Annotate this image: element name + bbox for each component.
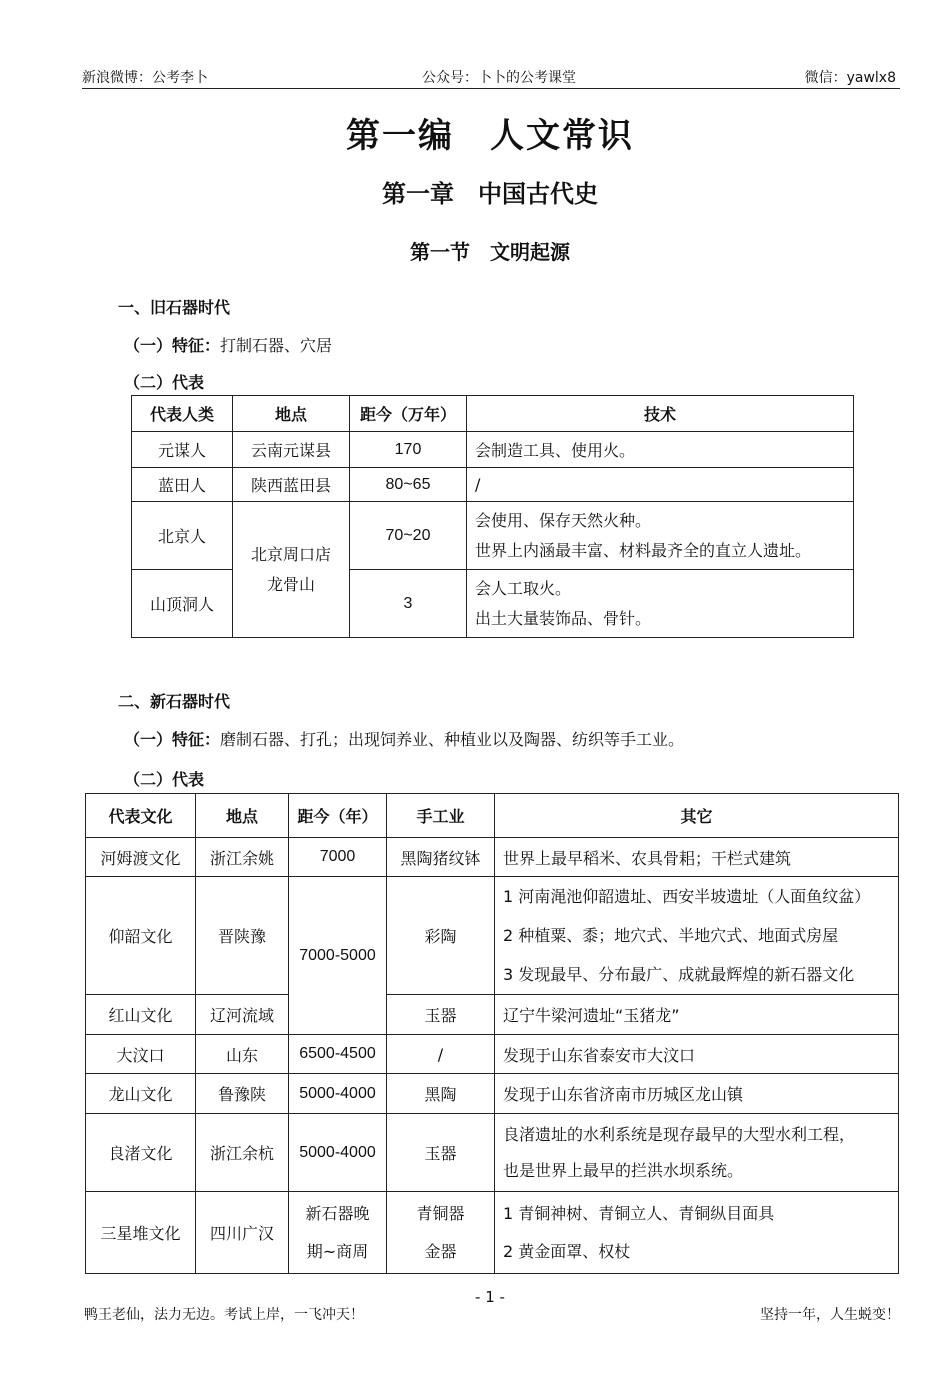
cell-craft: 彩陶: [387, 877, 495, 995]
table-row: [86, 1035, 899, 1074]
neolithic-feature: [124, 727, 684, 750]
cell-tech: /: [467, 468, 854, 502]
chapter-title: 第一章 中国古代史: [382, 179, 598, 208]
paleolithic-rep-label: （二）代表: [124, 373, 205, 392]
cell-time: 6500-4500: [289, 1035, 387, 1074]
cell-place: 鲁豫陕: [196, 1074, 289, 1114]
cell-time-shared: 7000-5000: [289, 877, 387, 1035]
feature-label: （一）特征：: [124, 336, 221, 355]
cell-other-line: 良渚遗址的水利系统是现存最早的大型水利工程，: [503, 1124, 856, 1144]
cell-time: 5000-4000: [289, 1114, 387, 1192]
cell-place-line: 龙骨山: [266, 574, 315, 594]
table-row: [86, 1192, 899, 1274]
table-row: [132, 432, 854, 468]
cell-name: 山顶洞人: [132, 570, 233, 638]
table-header-row: [86, 794, 899, 838]
cell-name: 仰韶文化: [86, 877, 196, 995]
paleolithic-heading: 一、旧石器时代: [118, 298, 231, 317]
cell-name: 龙山文化: [86, 1074, 196, 1114]
cell-time: 70~20: [350, 502, 467, 570]
cell-place-shared: [233, 502, 350, 638]
cell-other-line: 也是世界上最早的拦洪水坝系统。: [503, 1160, 744, 1180]
cell-craft: 黑陶: [387, 1074, 495, 1114]
cell-craft: 黑陶猪纹钵: [387, 838, 495, 877]
cell-place: 晋陕豫: [196, 877, 289, 995]
cell-name: 蓝田人: [132, 468, 233, 502]
part-title: 第一编 人文常识: [346, 116, 634, 156]
cell-name: 河姆渡文化: [86, 838, 196, 877]
cell-name: 三星堆文化: [86, 1192, 196, 1274]
footer-motto-left: 鸭王老仙，法力无边。考试上岸，一飞冲天！: [84, 1307, 364, 1323]
neolithic-table: [85, 793, 899, 1274]
cell-tech: [467, 570, 854, 638]
cell-name: 北京人: [132, 502, 233, 570]
cell-tech: 会制造工具、使用火。: [467, 432, 854, 468]
cell-name: 大汶口: [86, 1035, 196, 1074]
table-row: [132, 502, 854, 570]
cell-craft-line: 青铜器: [416, 1203, 465, 1223]
cell-tech-line: 出土大量装饰品、骨针。: [475, 608, 652, 628]
cell-place: 四川广汉: [196, 1192, 289, 1274]
header-wechat-account: 公众号：卜卜的公考课堂: [422, 70, 576, 86]
cell-place-line: 北京周口店: [250, 544, 331, 564]
cell-other: [495, 1114, 899, 1192]
table-row: [86, 1114, 899, 1192]
cell-time-line: 期~商周: [306, 1241, 369, 1261]
cell-craft: 玉器: [387, 995, 495, 1035]
cell-name: 红山文化: [86, 995, 196, 1035]
cell-place: 浙江余杭: [196, 1114, 289, 1192]
neolithic-rep-label: （二）代表: [124, 770, 205, 789]
cell-name: 良渚文化: [86, 1114, 196, 1192]
page-header: [82, 64, 900, 89]
cell-other-line: 2 黄金面罩、权杖: [503, 1241, 631, 1261]
cell-other-line: 1 河南渑池仰韶遗址、西安半坡遗址（人面鱼纹盆）: [503, 887, 871, 906]
cell-craft: 玉器: [387, 1114, 495, 1192]
cell-other: 发现于山东省济南市历城区龙山镇: [495, 1074, 899, 1114]
feature-label: （一）特征：: [124, 730, 221, 749]
paleolithic-table: [131, 395, 854, 638]
cell-other: 发现于山东省泰安市大汶口: [495, 1035, 899, 1074]
cell-place: 山东: [196, 1035, 289, 1074]
cell-time-line: 新石器晚: [305, 1203, 370, 1223]
page-number: - 1 -: [475, 1288, 505, 1306]
cell-tech-line: 会人工取火。: [475, 578, 572, 598]
neolithic-heading: 二、新石器时代: [118, 692, 231, 711]
table-header-cell: 代表文化: [86, 794, 196, 838]
cell-other-line: 1 青铜神树、青铜立人、青铜纵目面具: [503, 1203, 775, 1223]
cell-other: [495, 877, 899, 995]
header-weibo: 新浪微博：公考李卜: [82, 70, 208, 86]
table-header-row: [132, 396, 854, 432]
table-row: [86, 838, 899, 877]
table-header-cell: 手工业: [387, 794, 495, 838]
table-header-cell: 其它: [495, 794, 899, 838]
cell-place: 辽河流域: [196, 995, 289, 1035]
cell-other: 辽宁牛梁河遗址“玉猪龙”: [495, 995, 899, 1035]
cell-place: 浙江余姚: [196, 838, 289, 877]
cell-tech: [467, 502, 854, 570]
section-title: 第一节 文明起源: [410, 240, 570, 264]
cell-other: 世界上最早稻米、农具骨耜；干栏式建筑: [495, 838, 899, 877]
header-wechat-id: 微信：yawlx8: [804, 70, 896, 86]
cell-time: [289, 1192, 387, 1274]
paleolithic-feature: [124, 333, 332, 356]
table-header-cell: 代表人类: [132, 396, 233, 432]
table-row: [86, 1074, 899, 1114]
cell-time: 7000: [289, 838, 387, 877]
cell-tech-line: 世界上内涵最丰富、材料最齐全的直立人遗址。: [475, 540, 812, 560]
table-row: [86, 995, 899, 1035]
cell-time: 3: [350, 570, 467, 638]
table-header-cell: 距今（年）: [289, 794, 387, 838]
feature-text: 打制石器、穴居: [220, 336, 333, 355]
cell-place: 云南元谋县: [233, 432, 350, 468]
cell-place: 陕西蓝田县: [233, 468, 350, 502]
footer-motto-right: 坚持一年，人生蜕变！: [760, 1307, 900, 1323]
table-header-cell: 距今（万年）: [350, 396, 467, 432]
cell-name: 元谋人: [132, 432, 233, 468]
table-row: [132, 468, 854, 502]
table-header-cell: 技术: [467, 396, 854, 432]
cell-time: 170: [350, 432, 467, 468]
cell-time: 80~65: [350, 468, 467, 502]
cell-craft: /: [387, 1035, 495, 1074]
cell-other-line: 2 种植粟、黍；地穴式、半地穴式、地面式房屋: [503, 926, 839, 945]
cell-craft: [387, 1192, 495, 1274]
feature-text: 磨制石器、打孔；出现饲养业、种植业以及陶器、纺织等手工业。: [220, 730, 685, 749]
table-row: [86, 877, 899, 995]
cell-other: [495, 1192, 899, 1274]
cell-other-line: 3 发现最早、分布最广、成就最辉煌的新石器文化: [503, 965, 855, 984]
cell-craft-line: 金器: [424, 1241, 457, 1261]
table-header-cell: 地点: [233, 396, 350, 432]
table-header-cell: 地点: [196, 794, 289, 838]
cell-tech-line: 会使用、保存天然火种。: [475, 510, 652, 530]
cell-time: 5000-4000: [289, 1074, 387, 1114]
